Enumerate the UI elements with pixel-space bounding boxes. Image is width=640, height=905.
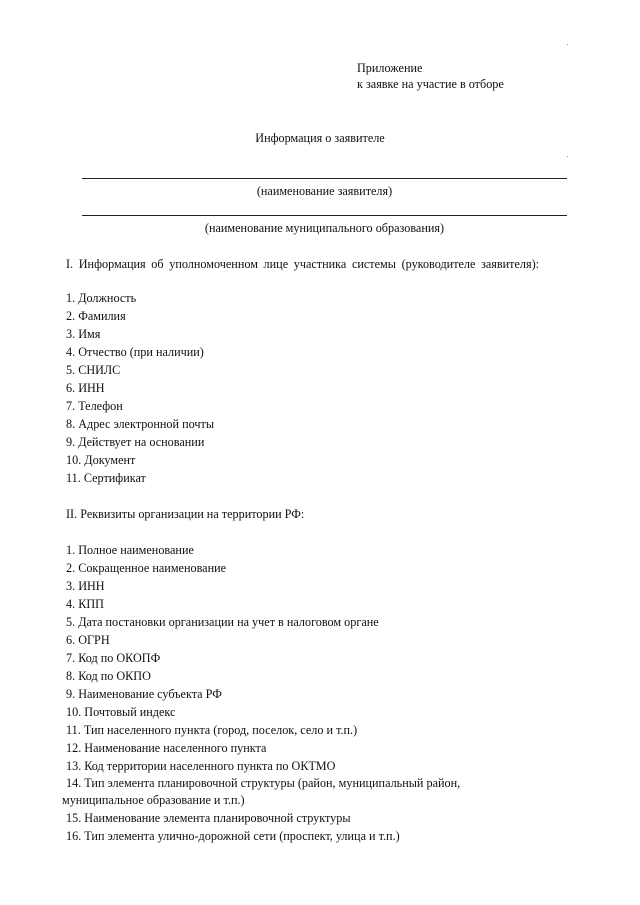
appendix-subtitle: к заявке на участие в отборе: [357, 77, 504, 91]
section-2-list: [62, 541, 461, 845]
list-item: 10. Почтовый индекс: [66, 705, 176, 719]
document-title: Информация о заявителе: [255, 131, 385, 145]
list-item: 8. Код по ОКПО: [66, 669, 151, 683]
list-item: 8. Адрес электронной почты: [66, 417, 215, 431]
list-item: 4. Отчество (при наличии): [66, 345, 204, 359]
list-item: 3. ИНН: [66, 579, 105, 593]
applicant-name-caption: (наименование заявителя): [256, 184, 393, 198]
applicant-name-line: [82, 178, 567, 179]
list-item: 12. Наименование населенного пункта: [66, 741, 267, 755]
list-item: 3. Имя: [66, 327, 101, 341]
list-item: 7. Код по ОКОПФ: [66, 651, 161, 665]
scan-speck: [567, 44, 568, 45]
list-item: 14. Тип элемента планировочной структуры (район, муниципальный район,: [66, 776, 461, 790]
list-item: 11. Тип населенного пункта (город, поселок, село и т.п.): [66, 723, 358, 737]
section-2-heading: II. Реквизиты организации на территории РФ:: [66, 507, 305, 521]
list-item: 6. ИНН: [66, 381, 105, 395]
list-item: 4. КПП: [66, 597, 104, 611]
list-item: 6. ОГРН: [66, 633, 110, 647]
list-item: 9. Наименование субъекта РФ: [66, 687, 222, 701]
list-item: 5. Дата постановки организации на учет в налоговом органе: [66, 615, 379, 629]
list-item: 11. Сертификат: [66, 471, 146, 485]
appendix-label: Приложение: [357, 61, 423, 75]
section-1-list: [66, 289, 214, 487]
section-1-heading: I. Информация об уполномоченном лице участника системы (руководителе заявителя):: [66, 257, 540, 271]
list-item: 1. Должность: [66, 291, 137, 305]
municipality-name-caption: (наименование муниципального образования): [204, 221, 445, 235]
list-item-continuation: муниципальное образование и т.п.): [62, 793, 245, 807]
list-item: 10. Документ: [66, 453, 136, 467]
list-item: 9. Действует на основании: [66, 435, 205, 449]
municipality-name-line: [82, 215, 567, 216]
scan-speck: [567, 156, 568, 157]
list-item: 15. Наименование элемента планировочной структуры: [66, 811, 351, 825]
list-item: 13. Код территории населенного пункта по ОКТМО: [66, 759, 336, 773]
list-item: 7. Телефон: [66, 399, 123, 413]
list-item: 2. Фамилия: [66, 309, 126, 323]
list-item: 1. Полное наименование: [66, 543, 194, 557]
list-item: 5. СНИЛС: [66, 363, 121, 377]
list-item: 2. Сокращенное наименование: [66, 561, 227, 575]
list-item: 16. Тип элемента улично-дорожной сети (проспект, улица и т.п.): [66, 829, 400, 843]
